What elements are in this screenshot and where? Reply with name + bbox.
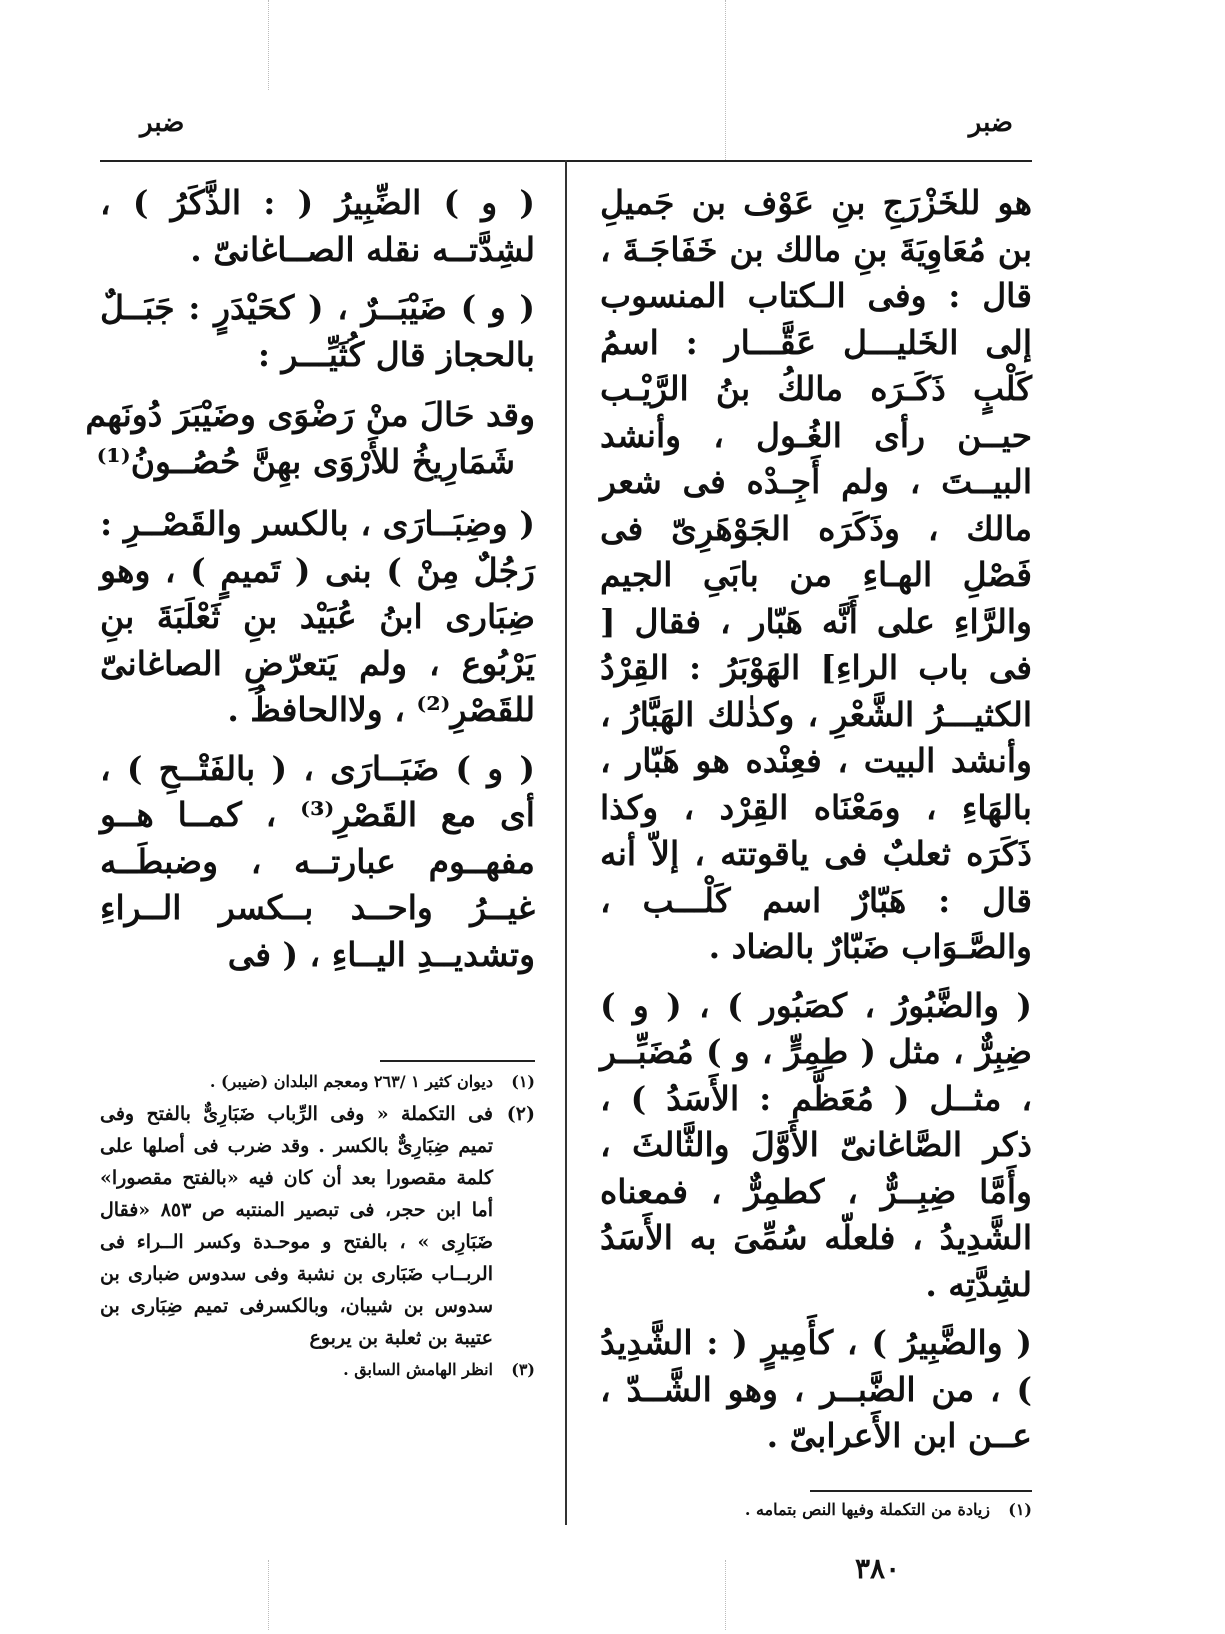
page-number: ٣٨٠	[855, 1552, 901, 1585]
scan-mark	[725, 1560, 726, 1630]
footnote	[100, 1098, 535, 1354]
running-head-left: ضبر	[140, 108, 185, 138]
footnote	[100, 1354, 535, 1386]
footnote-number: (١)	[511, 1072, 535, 1091]
verse-line-1: وقد حَالَ منْ رَضْوَى وضَيْبَرَ دُونَهم	[85, 395, 535, 434]
left-paragraph-3: ( وضِبَــارَى ، بالكسر والقَصْــرِ : رَجُلٌ مِنْ ) بنى ( تَميمٍ ) ، وهو ضِبَارى ابنُ عُبَيْد بنِ ثَعْلَبَةَ بنِ يَرْبُوع ، ولم يَتعرّضِ الصاغانىّ للقَصْرِ⁽²⁾ ، ولاالحافظُ .	[100, 504, 535, 729]
left-paragraph-4: ( و ) ضَبَــارَى ، ( بالفَتْــحِ ) ، أى مع القَصْرِ⁽³⁾ ، كمــا هــو مفهــوم عبارتــه ، وضبطَــه غيــرُ واحــد بــكسر الــراءِ وتشديــدِ اليــاءِ ، ( فى	[100, 748, 535, 974]
left-column	[85, 180, 535, 978]
right-column	[600, 180, 1032, 1460]
footnote-text: ديوان كثير ١ /٢٦٣ ومعجم البلدان (ضيبر) .	[209, 1072, 493, 1091]
right-paragraph-2: ( والضَّبُورُ ، كصَبُور ) ، ( و ) ضِبِرٌّ ، مثل ( طِمِرٍّ ، و ) مُضَبِّــر ، مثــل ( مُعَظَّم : الأَسَدُ ) ، ذكر الصَّاغانىّ الأَوَّلَ والثَّالثَ ، وأَمَّا ضِبِــرٌّ ، كطمِرٌّ ، فمعناه الشَّدِيدُ ، فلعلّه سُمِّىَ به الأَسَدُ لشِدَّتِه .	[600, 985, 1032, 1304]
right-paragraph-3: ( والضَّبِيرُ ) ، كأَمِيرٍ ( : الشَّدِيدُ ) ، من الضَّبــر ، وهو الشَّــدّ ، عــن ابن الأَعرابىّ .	[600, 1323, 1032, 1455]
verse-line-2: شَمَارِيخُ للأَرْوَى بهِنَّ حُصُــونُ⁽¹⁾	[96, 441, 515, 481]
footnote-text: انظر الهامش السابق .	[343, 1360, 493, 1379]
scan-mark	[268, 1560, 269, 1630]
footnote-rule-right	[810, 1490, 1032, 1492]
poem-verse	[85, 392, 535, 485]
footnote-text: فى التكملة « وفى الرِّباب ضَبَارِىٌّ بالفتح وفى تميم ضِبَارِىٌّ بالكسر . وقد ضرب فى أصلها على كلمة مقصورا بعد أن كان فيه «بالفتح مقصورا» أما ابن حجر، فى تبصير المنتبه ص ٨٥٣ «فقال ضَبَارِى » ، بالفتح و موحـدة وكسر الــراء فى الربــاب ضَبَارى بن نشبة وفى سدوس ضبارى بن سدوس بن شيبان، وبالكسرفى تميم ضِبَارى بن عتيبة بن ثعلبة بن يربوع	[100, 1103, 494, 1349]
footnote-text: زيادة من التكملة وفيها النص بتمامه .	[744, 1500, 990, 1519]
column-divider	[565, 160, 567, 1525]
footnotes-left	[100, 1066, 535, 1386]
right-paragraph-1: هو للخَزْرَجِ بنِ عَوْف بن جَميلِ بن مُعَاوِيَةَ بنِ مالك بن خَفَاجَـةَ ، قال : وفى الـكتاب المنسوب إلى الخَليـــل عَقَّـــار : اسمُ كَلْبٍ ذَكَـرَه مالكُ بنُ الرَّيْـب حيــن رأى الغُـول ، وأنشد البيــتَ ، ولم أَجِـدْه فى شعر مالك ، وذَكَرَه الجَوْهَرِىّ فى فَصْلِ الهـاءِ من بابَىِ الجيم والرَّاءِ على أَنَّه هَبّار ، فقال [ فى باب الراءِ] الهَوْبَرُ : القِرْدُ الكثيـــرُ الشَّعْرِ ، وكذٰلك الهَبَّارُ ، وأنشد البيت ، فعِنْده هو هَبّار ، بالهَاءِ ، ومَعْنَاه القِرْد ، وكذا ذَكَرَه ثعلبٌ فى ياقوتته ، إلاّ أنه قال : هَبّارٌ اسم كَلْـــب ، والصَّـوَاب ضَبّارٌ بالضاد .	[600, 183, 1032, 966]
footnote	[600, 1494, 1032, 1526]
footnote	[100, 1066, 535, 1098]
footnotes-right	[600, 1494, 1032, 1526]
footnote-number: (٣)	[511, 1360, 535, 1379]
scan-mark	[268, 0, 269, 90]
left-paragraph-2: ( و ) ضَيْبَــرٌ ، ( كحَيْدَرٍ : جَبَــلٌ بالحجاز قال كُثَيِّـــر :	[100, 288, 535, 374]
footnote-number: (١)	[1008, 1500, 1032, 1519]
left-paragraph-1: ( و ) الضِّبِيرُ ( : الذَّكَرُ ) ، لشِدَّتــه نقله الصــاغانىّ .	[100, 183, 535, 269]
running-head-right: ضبر	[968, 108, 1013, 138]
footnote-rule-left	[380, 1060, 535, 1062]
footnote-number: (٢)	[506, 1103, 535, 1125]
scan-mark	[725, 0, 726, 160]
